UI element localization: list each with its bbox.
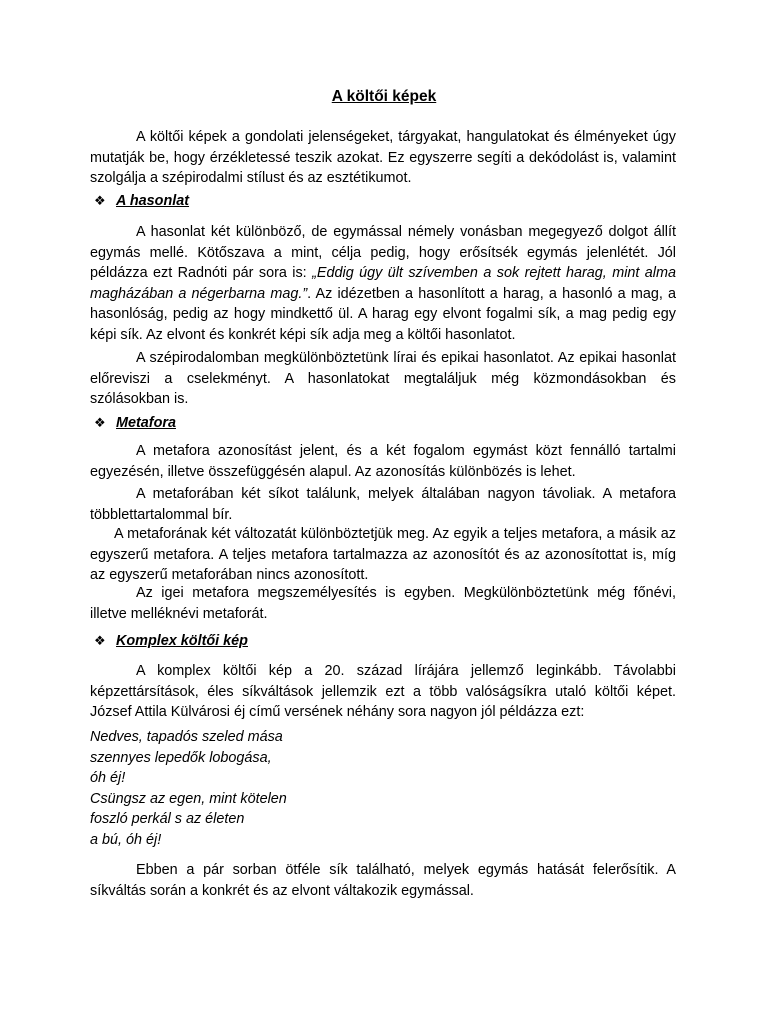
poem-line: Nedves, tapadós szeled mása bbox=[90, 729, 283, 745]
diamond-bullet-icon: ❖ bbox=[94, 415, 106, 430]
section-heading-metafora bbox=[94, 413, 176, 433]
metafora-paragraph-2: A metaforában két síkot találunk, melyek általában nagyon távoliak. A metafora többlettartalommal bír. bbox=[90, 486, 676, 523]
metafora-paragraph-4: Az igei metafora megszemélyesítés is egyben. Megkülönböztetünk még főnévi, illetve melléknévi metaforát. bbox=[90, 585, 676, 622]
hasonlat-paragraph-1 bbox=[90, 222, 676, 345]
hasonlat-text-after-quote: . Az idézetben a hasonlított a harag, a hasonló a mag, a hasonlóság, pedig az hogy mindkettő ül. A harag egy elvont fogalmi sík, a mag pedig egy képi sík. Az elvont és konkrét képi sík adja meg a költői hasonlatot. bbox=[90, 285, 677, 343]
poem-line: foszló perkál s az életen bbox=[90, 811, 245, 827]
section-heading-komplex bbox=[94, 631, 248, 651]
diamond-bullet-icon: ❖ bbox=[94, 193, 106, 208]
poem-line: óh éj! bbox=[90, 770, 126, 786]
section-heading-text: Komplex költői kép bbox=[116, 633, 248, 649]
hasonlat-paragraph-2: A szépirodalomban megkülönböztetünk lírai és epikai hasonlatot. Az epikai hasonlat előreviszi a cselekményt. A hasonlatokat megtaláljuk még közmondásokban és szólásokban is. bbox=[90, 350, 676, 407]
metafora-paragraph-3: A metaforának két változatát különböztetjük meg. Az egyik a teljes metafora, a másik az egyszerű metafora. A teljes metafora tartalmazza az azonosítót és az azonosítottat is, míg az egyszerű metaforában nincs azonosított. bbox=[90, 526, 676, 583]
komplex-paragraph-1: A komplex költői kép a 20. század lírájára jellemző leginkább. Távolabbi képzettársítások, éles síkváltások jellemzik ezt a több valóságsíkra utaló költői képet. József Attila Külvárosi éj című versének néhány sora nagyon jól példázza ezt: bbox=[90, 663, 676, 720]
section-heading-hasonlat bbox=[94, 191, 189, 211]
section-heading-text: A hasonlat bbox=[116, 193, 190, 209]
poem-line: Csüngsz az egen, mint kötelen bbox=[90, 790, 287, 807]
poem-line: szennyes lepedők lobogása, bbox=[90, 749, 272, 766]
document-title: A költői képek bbox=[331, 88, 437, 105]
poem-line: a bú, óh éj! bbox=[90, 831, 162, 848]
poem-excerpt bbox=[90, 727, 287, 850]
intro-paragraph: A költői képek a gondolati jelenségeket, tárgyakat, hangulatokat és élményeket úgy mutatják be, hogy érzékletessé teszik azokat. Ez egyszerre segíti a dekódolást is, valamint szolgálja a szépirodalmi stílust és az esztétikumot. bbox=[90, 129, 676, 186]
komplex-paragraph-2: Ebben a pár sorban ötféle sík található, melyek egymás hatását felerősítik. A síkváltás során a konkrét és az elvont váltakozik egymással. bbox=[90, 862, 676, 899]
metafora-paragraph-1: A metafora azonosítást jelent, és a két fogalom egymást közt fennálló tartalmi egyezésén, illetve összefüggésén alapul. Az azonosítás különbözés is lehet. bbox=[90, 443, 676, 480]
radnoti-quote: „Eddig úgy ült szívemben a sok rejtett harag, mint alma magházában a négerbarna mag.” bbox=[90, 265, 676, 302]
diamond-bullet-icon: ❖ bbox=[94, 633, 106, 648]
section-heading-text: Metafora bbox=[116, 415, 176, 431]
hasonlat-text-before-quote: A hasonlat két különböző, de egymással némely vonásban megegyező dolgot állít egymás mellé. Kötőszava a mint, célja pedig, hogy erősítsék egymás jelenlétét. Jól példázza ezt Radnóti pár sora is: bbox=[90, 224, 676, 281]
